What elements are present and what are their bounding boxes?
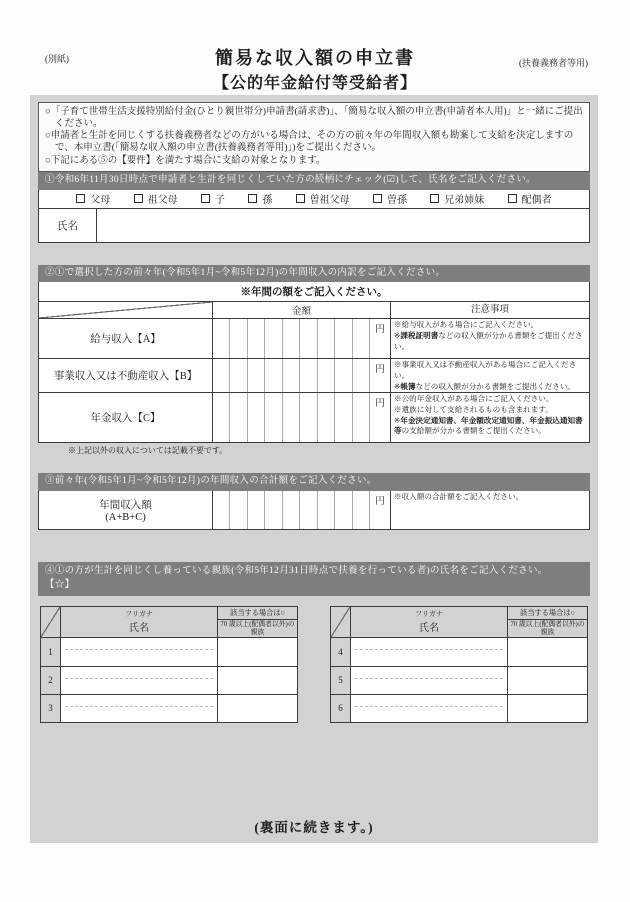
family-age-circle-cell[interactable] bbox=[218, 638, 297, 666]
amount-digit-cell[interactable] bbox=[283, 393, 300, 442]
relation-checkbox[interactable] bbox=[76, 194, 85, 203]
family-name-cell[interactable] bbox=[61, 667, 218, 694]
amount-digit-cell[interactable] bbox=[248, 393, 265, 442]
family-table-header bbox=[331, 607, 587, 638]
relation-label: 父母 bbox=[90, 195, 111, 207]
amount-cell-group bbox=[213, 319, 391, 358]
family-table-right bbox=[330, 606, 588, 723]
name-label: 氏名 bbox=[39, 209, 97, 242]
section4-header: ④①の方が生計を同じくし養っている親族(令和5年12月31日時点で扶養を行っている者)の氏名をご記入ください。 【☆】 bbox=[38, 562, 590, 596]
amount-digit-cell[interactable] bbox=[335, 359, 352, 392]
row-number: 3 bbox=[41, 695, 61, 722]
section1-header: ①令和6年11月30日時点で申請者と生計を同じくしていた方の続柄にチェック(☑)して、氏名をご記入ください。 bbox=[38, 172, 590, 190]
amount-digit-cell[interactable] bbox=[335, 393, 352, 442]
amount-digit-cell[interactable] bbox=[248, 359, 265, 392]
amount-digit-cell[interactable] bbox=[213, 319, 230, 358]
income-row-business bbox=[39, 358, 589, 392]
row-label: 年金収入【C】 bbox=[39, 393, 213, 442]
relation-checkbox[interactable] bbox=[430, 194, 439, 203]
amount-cell-group bbox=[213, 491, 391, 529]
name-column-header: フリガナ 氏名 bbox=[61, 607, 218, 637]
relation-option-spouse bbox=[508, 191, 552, 206]
amount-digit-cell[interactable] bbox=[335, 491, 352, 529]
diagonal-header-cell bbox=[41, 607, 61, 637]
amount-digit-cell[interactable] bbox=[318, 393, 335, 442]
family-age-circle-cell[interactable] bbox=[508, 695, 587, 722]
row-notes: ※事業収入又は不動産収入がある場合にご記入ください。 ※帳簿などの収入額が分かる書類をご提出ください。 bbox=[394, 360, 577, 391]
family-row bbox=[331, 638, 587, 666]
name-column-header: フリガナ 氏名 bbox=[351, 607, 508, 637]
family-tables bbox=[38, 606, 590, 723]
row-number: 5 bbox=[331, 667, 351, 694]
section2-subheader: ※年間の額をご記入ください。 bbox=[39, 282, 589, 302]
yen-label: 円 bbox=[375, 399, 385, 410]
relation-option-child bbox=[201, 191, 225, 206]
notes-column-header: 注意事項 bbox=[470, 304, 509, 315]
family-row bbox=[41, 666, 297, 694]
relation-option-siblings bbox=[430, 191, 484, 206]
amount-digit-cell[interactable] bbox=[248, 319, 265, 358]
row-number: 2 bbox=[41, 667, 61, 694]
amount-digit-cell[interactable] bbox=[213, 491, 230, 529]
family-age-circle-cell[interactable] bbox=[508, 667, 587, 694]
row-notes: ※公的年金収入がある場合にご記入ください。 ※遺族に対して支給されるものも含まれます。 ※年金決定通知書、年金額改定通知書、年金振込通知書等の支給額が分かる書類をご提出ください。 bbox=[394, 394, 583, 436]
relation-label: 曽孫 bbox=[386, 195, 407, 207]
row-notes: ※給与収入がある場合にご記入ください。 ※課税証明書などの収入額が分かる書類をご提出ください。 bbox=[394, 320, 583, 351]
intro-note-box bbox=[38, 102, 590, 172]
name-row bbox=[39, 209, 589, 242]
family-table-header bbox=[41, 607, 297, 638]
amount-digit-cell[interactable] bbox=[283, 491, 300, 529]
amount-digit-cell[interactable] bbox=[265, 319, 282, 358]
row-label: 給与収入【A】 bbox=[39, 319, 213, 358]
amount-digit-cell[interactable] bbox=[353, 319, 370, 358]
relation-checkbox[interactable] bbox=[134, 194, 143, 203]
family-row bbox=[41, 638, 297, 666]
continue-on-back-note: (裏面に続きます。) bbox=[254, 820, 374, 835]
intro-note: ○下記にある⑤の【要件】を満たす場合に支給の対象となります。 bbox=[45, 155, 326, 166]
amount-digit-cell[interactable] bbox=[283, 359, 300, 392]
row-number: 4 bbox=[331, 638, 351, 666]
diagonal-header-cell bbox=[331, 607, 351, 637]
amount-digit-cell[interactable] bbox=[230, 319, 247, 358]
family-row bbox=[331, 666, 587, 694]
form-audience-note: (扶養義務者等用) bbox=[519, 58, 588, 68]
amount-digit-cell[interactable] bbox=[213, 359, 230, 392]
row-number: 6 bbox=[331, 695, 351, 722]
attachment-note: (別紙) bbox=[45, 54, 69, 64]
amount-digit-cell[interactable] bbox=[213, 393, 230, 442]
row-label: 事業収入又は不動産収入【B】 bbox=[39, 359, 213, 392]
yen-label: 円 bbox=[375, 497, 385, 508]
family-name-cell[interactable] bbox=[351, 667, 508, 694]
section2-footnote: ※上記以外の収入については記載不要です。 bbox=[68, 446, 228, 456]
section3-table bbox=[38, 491, 590, 530]
income-row-pension bbox=[39, 392, 589, 442]
amount-digit-cell[interactable] bbox=[300, 359, 317, 392]
amount-digit-cell[interactable] bbox=[248, 491, 265, 529]
relation-option-great-grandchild bbox=[373, 191, 407, 206]
relation-label: 配偶者 bbox=[521, 195, 552, 207]
amount-digit-cell[interactable] bbox=[318, 359, 335, 392]
intro-note: ○申請者と生計を同じくする扶養義務者などの方がいる場合は、その方の前々年の年間収入額も勘案して支給を決定しますので、本申立書(「簡易な収入額の申立書(扶養義務者等用)」)をご提出ください。 bbox=[45, 131, 574, 154]
total-income-row bbox=[39, 491, 589, 529]
amount-digit-cell[interactable] bbox=[265, 491, 282, 529]
intro-note: ○「子育て世帯生活支援特別給付金(ひとり親世帯分)申請書(請求書)」、「簡易な収入額の申立書(申請者本人用)」と一緒にご提出ください。 bbox=[45, 107, 583, 130]
amount-digit-cell[interactable] bbox=[283, 319, 300, 358]
amount-digit-cell[interactable] bbox=[230, 393, 247, 442]
form-sheet bbox=[30, 95, 598, 843]
relation-checkbox[interactable] bbox=[373, 194, 382, 203]
relation-label: 曽祖父母 bbox=[309, 195, 350, 207]
amount-column-header: 金額 bbox=[213, 302, 391, 318]
amount-digit-cell[interactable] bbox=[300, 393, 317, 442]
amount-digit-cell[interactable] bbox=[230, 359, 247, 392]
row-label: 年間収入額 (A+B+C) bbox=[39, 491, 213, 529]
yen-label: 円 bbox=[375, 325, 385, 336]
income-row-salary bbox=[39, 318, 589, 358]
amount-digit-cell[interactable] bbox=[300, 491, 317, 529]
amount-cell-group bbox=[213, 359, 391, 392]
amount-digit-cell[interactable] bbox=[318, 491, 335, 529]
family-name-cell[interactable] bbox=[61, 638, 218, 666]
section2-table bbox=[38, 282, 590, 443]
diagonal-header-cell bbox=[39, 302, 213, 318]
yen-label: 円 bbox=[375, 365, 385, 376]
section2-column-header-row bbox=[39, 302, 589, 318]
row-number: 1 bbox=[41, 638, 61, 666]
amount-cell-group bbox=[213, 393, 391, 442]
family-age-circle-cell[interactable] bbox=[508, 638, 587, 666]
amount-digit-cell[interactable] bbox=[265, 359, 282, 392]
relation-checkbox[interactable] bbox=[201, 194, 210, 203]
family-table-left bbox=[40, 606, 298, 723]
family-row bbox=[41, 694, 297, 722]
amount-digit-cell[interactable] bbox=[230, 491, 247, 529]
amount-digit-cells bbox=[213, 319, 370, 358]
family-name-cell[interactable] bbox=[61, 695, 218, 722]
amount-digit-cells bbox=[213, 359, 370, 392]
circle-column-header: 該当する場合は○ 70 歳以上(配偶者以外)の親族 bbox=[508, 607, 587, 637]
relation-checkbox[interactable] bbox=[248, 194, 257, 203]
relation-label: 子 bbox=[214, 195, 225, 207]
relation-label: 兄弟姉妹 bbox=[444, 195, 485, 207]
amount-digit-cell[interactable] bbox=[353, 393, 370, 442]
amount-digit-cell[interactable] bbox=[318, 319, 335, 358]
section1-table bbox=[38, 190, 590, 243]
page-title-line2: 【公的年金給付等受給者】 bbox=[212, 75, 417, 92]
relation-label: 祖父母 bbox=[147, 195, 178, 207]
amount-digit-cell[interactable] bbox=[265, 393, 282, 442]
amount-digit-cells bbox=[213, 393, 370, 442]
amount-digit-cell[interactable] bbox=[353, 491, 370, 529]
relation-option-grandparents bbox=[134, 191, 178, 206]
name-input-cell[interactable] bbox=[97, 209, 589, 242]
row-notes: ※収入額の合計額をご記入ください。 bbox=[394, 492, 524, 502]
relation-checkbox[interactable] bbox=[296, 194, 305, 203]
circle-column-header: 該当する場合は○ 70 歳以上(配偶者以外)の親族 bbox=[218, 607, 297, 637]
family-name-cell[interactable] bbox=[351, 638, 508, 666]
amount-digit-cells bbox=[213, 491, 370, 529]
amount-digit-cell[interactable] bbox=[300, 319, 317, 358]
family-age-circle-cell[interactable] bbox=[218, 695, 297, 722]
section2-header: ②①で選択した方の前々年(令和5年1月~令和5年12月)の年間収入の内訳をご記入ください。 bbox=[38, 265, 590, 283]
relation-checkbox-row bbox=[39, 190, 589, 209]
relation-option-grandchild bbox=[248, 191, 272, 206]
page-title-line1: 簡易な収入額の申立書 bbox=[215, 48, 415, 68]
family-name-cell[interactable] bbox=[351, 695, 508, 722]
relation-checkbox[interactable] bbox=[508, 194, 517, 203]
amount-digit-cell[interactable] bbox=[353, 359, 370, 392]
amount-digit-cell[interactable] bbox=[335, 319, 352, 358]
relation-option-parents bbox=[76, 191, 110, 206]
section3-header: ③前々年(令和5年1月~令和5年12月)の年間収入の合計額をご記入ください。 bbox=[38, 473, 590, 491]
family-row bbox=[331, 694, 587, 722]
family-age-circle-cell[interactable] bbox=[218, 667, 297, 694]
relation-option-great-grandparents bbox=[296, 191, 350, 206]
relation-label: 孫 bbox=[262, 195, 273, 207]
